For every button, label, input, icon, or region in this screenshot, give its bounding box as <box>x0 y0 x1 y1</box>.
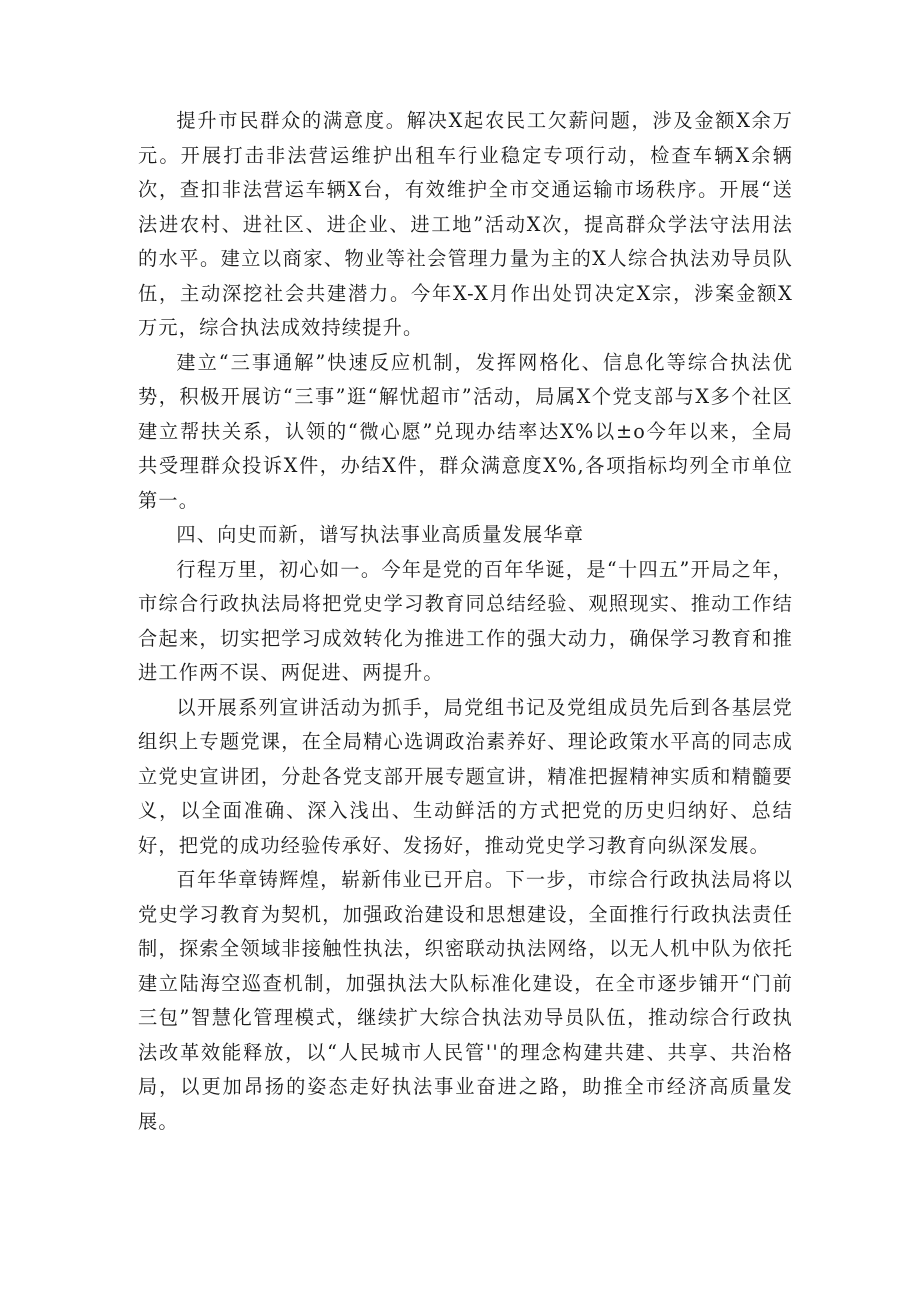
paragraph-journey: 行程万里，初心如一。今年是党的百年华诞，是“十四五”开局之年，市综合行政执法局将把党史学习教育同总结经验、观照现实、推动工作结合起来，切实把学习成效转化为推进工作的强大动力，确保学习教育和推进工作两不误、两促进、两提升。 <box>138 557 793 684</box>
paragraph-three-matters: 建立“三事通解”快速反应机制，发挥网格化、信息化等综合执法优势，积极开展访“三事”逛“解忧超市”活动，局属X个党支部与X多个社区建立帮扶关系，认领的“微心愿”兑现办结率达X%以±o今年以来，全局共受理群众投诉X件，办结X件，群众满意度X%,各项指标均列全市单位第一。 <box>138 350 793 512</box>
document-body <box>138 104 793 1139</box>
section-heading-four: 四、向史而新，谱写执法事业高质量发展华章 <box>176 523 585 546</box>
paragraph-next-steps: 百年华章铸辉煌，崭新伟业已开启。下一步，市综合行政执法局将以党史学习教育为契机，加强政治建设和思想建设，全面推行行政执法责任制，探索全领域非接触性执法，织密联动执法网络，以无人机中队为依托建立陆海空巡查机制，加强执法大队标准化建设，在全市逐步铺开“门前三包”智慧化管理模式，继续扩大综合执法劝导员队伍，推动综合行政执法改革效能释放，以“人民城市人民管''的理念构建共建、共享、共治格局，以更加昂扬的姿态走好执法事业奋进之路，助推全市经济高质量发展。 <box>138 868 793 1133</box>
paragraph-satisfaction: 提升市民群众的满意度。解决X起农民工欠薪问题，涉及金额X余万元。开展打击非法营运维护出租车行业稳定专项行动，检查车辆X余辆次，查扣非法营运车辆X台，有效维护全市交通运输市场秩序。开展“送法进农村、进社区、进企业、进工地”活动X次，提高群众学法守法用法的水平。建立以商家、物业等社会管理力量为主的X人综合执法劝导员队伍，主动深挖社会共建潜力。今年X-X月作出处罚决定X宗，涉案金额X万元，综合执法成效持续提升。 <box>138 109 793 339</box>
paragraph-lectures: 以开展系列宣讲活动为抓手，局党组书记及党组成员先后到各基层党组织上专题党课，在全局精心选调政治素养好、理论政策水平高的同志成立党史宣讲团，分赴各党支部开展专题宣讲，精准把握精神实质和精髓要义，以全面准确、深入浅出、生动鲜活的方式把党的历史归纳好、总结好，把党的成功经验传承好、发扬好，推动党史学习教育向纵深发展。 <box>138 695 793 857</box>
